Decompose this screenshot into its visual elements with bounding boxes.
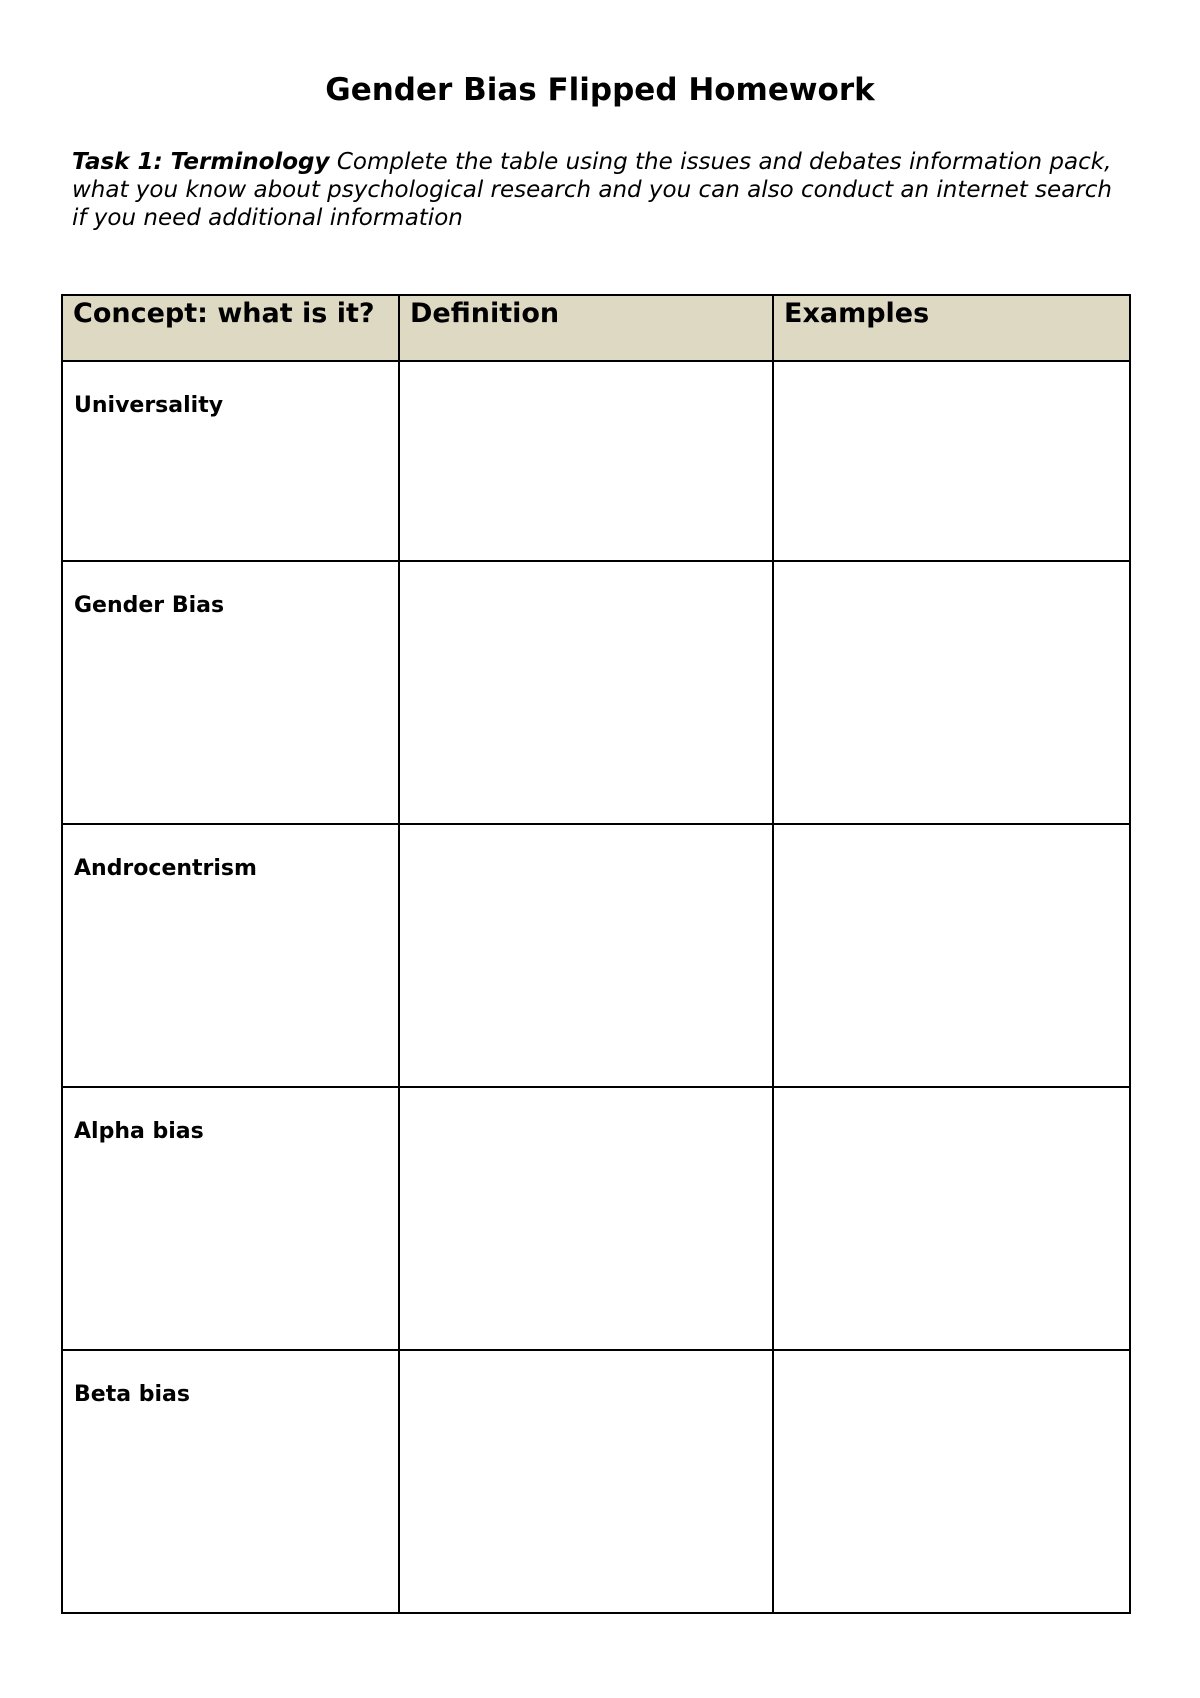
examples-cell xyxy=(773,1350,1130,1613)
concept-cell: Gender Bias xyxy=(62,561,399,824)
definition-cell xyxy=(399,561,773,824)
examples-cell xyxy=(773,1087,1130,1350)
examples-cell xyxy=(773,824,1130,1087)
table-row xyxy=(62,361,1130,561)
table-header-row xyxy=(62,295,1130,361)
task-instructions-text: Complete the table using the issues and debates information pack, what you know about psychological research and you can also conduct an internet search if you need additional information xyxy=(72,149,1112,231)
header-definition: Definition xyxy=(399,295,773,361)
definition-cell xyxy=(399,1350,773,1613)
table-row xyxy=(62,561,1130,824)
definition-cell xyxy=(399,824,773,1087)
terminology-table xyxy=(61,294,1131,1614)
header-concept: Concept: what is it? xyxy=(62,295,399,361)
concept-cell: Beta bias xyxy=(62,1350,399,1613)
header-examples: Examples xyxy=(773,295,1130,361)
definition-cell xyxy=(399,1087,773,1350)
examples-cell xyxy=(773,361,1130,561)
concept-cell: Alpha bias xyxy=(62,1087,399,1350)
task-instructions xyxy=(72,148,1132,232)
table-row xyxy=(62,1350,1130,1613)
concept-cell: Androcentrism xyxy=(62,824,399,1087)
concept-cell: Universality xyxy=(62,361,399,561)
table-row xyxy=(62,824,1130,1087)
examples-cell xyxy=(773,561,1130,824)
definition-cell xyxy=(399,361,773,561)
table-row xyxy=(62,1087,1130,1350)
task-label: Task 1: Terminology xyxy=(72,149,330,175)
page-title: Gender Bias Flipped Homework xyxy=(325,72,875,108)
